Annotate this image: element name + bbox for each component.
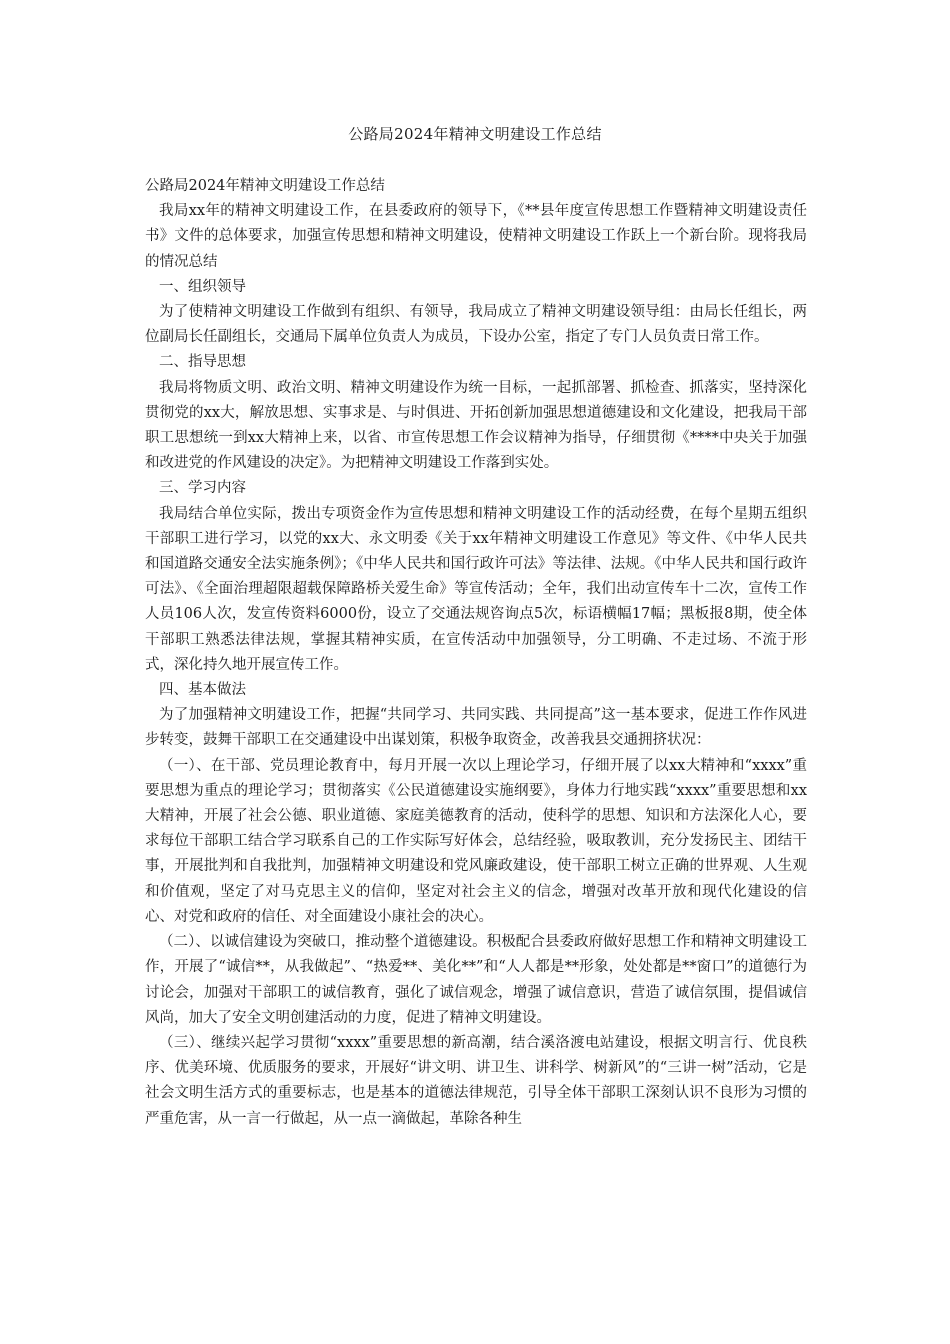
body-paragraph: （二）、以诚信建设为突破口，推动整个道德建设。积极配合县委政府做好思想工作和精神文明建设工作，开展了“诚信**，从我做起”、“热爱**、美化**”和“人人都是**形象，处处都是**窗口”的道德行为讨论会，加强对干部职工的诚信教育，强化了诚信观念，增强了诚信意识，营造了诚信氛围，提倡诚信风尚，加大了安全文明创建活动的力度，促进了精神文明建设。 <box>145 934 807 1026</box>
section-heading: 二、指导思想 <box>159 354 246 371</box>
document-body <box>145 174 807 1132</box>
body-paragraph: 我局结合单位实际，拨出专项资金作为宣传思想和精神文明建设工作的活动经费，在每个星期五组织干部职工进行学习，以党的xx大、永文明委《关于xx年精神文明建设工作意见》等文件、《中华人民共和国道路交通安全法实施条例》；《中华人民共和国行政许可法》等法律、法规。《中华人民共和国行政许可法》、《全面治理超限超载保障路桥关爱生命》等宣传活动；全年，我们出动宣传车十二次，宣传工作人员106人次，发宣传资料6000份，设立了交通法规咨询点5次，标语横幅17幅；黑板报8期，使全体干部职工熟悉法律法规，掌握其精神实质，在宣传活动中加强领导，分工明确、不走过场、不流于形式，深化持久地开展宣传工作。 <box>145 505 807 673</box>
section-heading: 四、基本做法 <box>159 682 246 699</box>
section-heading: 三、学习内容 <box>159 480 246 497</box>
document-title: 公路局2024年精神文明建设工作总结 <box>348 125 602 143</box>
body-paragraph: 我局xx年的精神文明建设工作，在县委政府的领导下，《**县年度宣传思想工作暨精神文明建设责任书》文件的总体要求，加强宣传思想和精神文明建设，使精神文明建设工作跃上一个新台阶。现将我局的情况总结 <box>145 203 807 270</box>
body-paragraph: 为了加强精神文明建设工作，把握“共同学习、共同实践、共同提高”这一基本要求，促进工作作风进步转变，鼓舞干部职工在交通建设中出谋划策，积极争取资金，改善我县交通拥挤状况： <box>145 707 807 749</box>
body-paragraph: （一）、在干部、党员理论教育中，每月开展一次以上理论学习，仔细开展了以xx大精神和“xxxx”重要思想为重点的理论学习；贯彻落实《公民道德建设实施纲要》，身体力行地实践“xxxx”重要思想和xx大精神，开展了社会公德、职业道德、家庭美德教育的活动，使科学的思想、知识和方法深化人心，要求每位干部职工结合学习联系自己的工作实际写好体会，总结经验，吸取教训，充分发扬民主、团结干事，开展批判和自我批判，加强精神文明建设和党风廉政建设，使干部职工树立正确的世界观、人生观和价值观，坚定了对马克思主义的信仰，坚定对社会主义的信念，增强对改革开放和现代化建设的信心、对党和政府的信任、对全面建设小康社会的决心。 <box>145 757 807 925</box>
document-subtitle: 公路局2024年精神文明建设工作总结 <box>145 178 385 194</box>
section-heading: 一、组织领导 <box>159 278 246 295</box>
body-paragraph: 为了使精神文明建设工作做到有组织、有领导，我局成立了精神文明建设领导组：由局长任组长，两位副局长任副组长，交通局下属单位负责人为成员，下设办公室，指定了专门人员负责日常工作。 <box>145 304 807 346</box>
body-paragraph: 我局将物质文明、政治文明、精神文明建设作为统一目标，一起抓部署、抓检查、抓落实，坚持深化贯彻党的xx大，解放思想、实事求是、与时俱进、开拓创新加强思想道德建设和文化建设，把我局干部职工思想统一到xx大精神上来，以省、市宣传思想工作会议精神为指导，仔细贯彻《****中央关于加强和改进党的作风建设的决定》。为把精神文明建设工作落到实处。 <box>145 379 807 472</box>
body-paragraph: （三）、继续兴起学习贯彻“xxxx”重要思想的新高潮，结合溪洛渡电站建设，根据文明言行、优良秩序、优美环境、优质服务的要求，开展好“讲文明、讲卫生、讲科学、树新风”的“三讲一树”活动，它是社会文明生活方式的重要标志，也是基本的道德法律规范，引导全体干部职工深刻认识不良形为习惯的严重危害，从一言一行做起，从一点一滴做起，革除各种生 <box>145 1034 807 1127</box>
